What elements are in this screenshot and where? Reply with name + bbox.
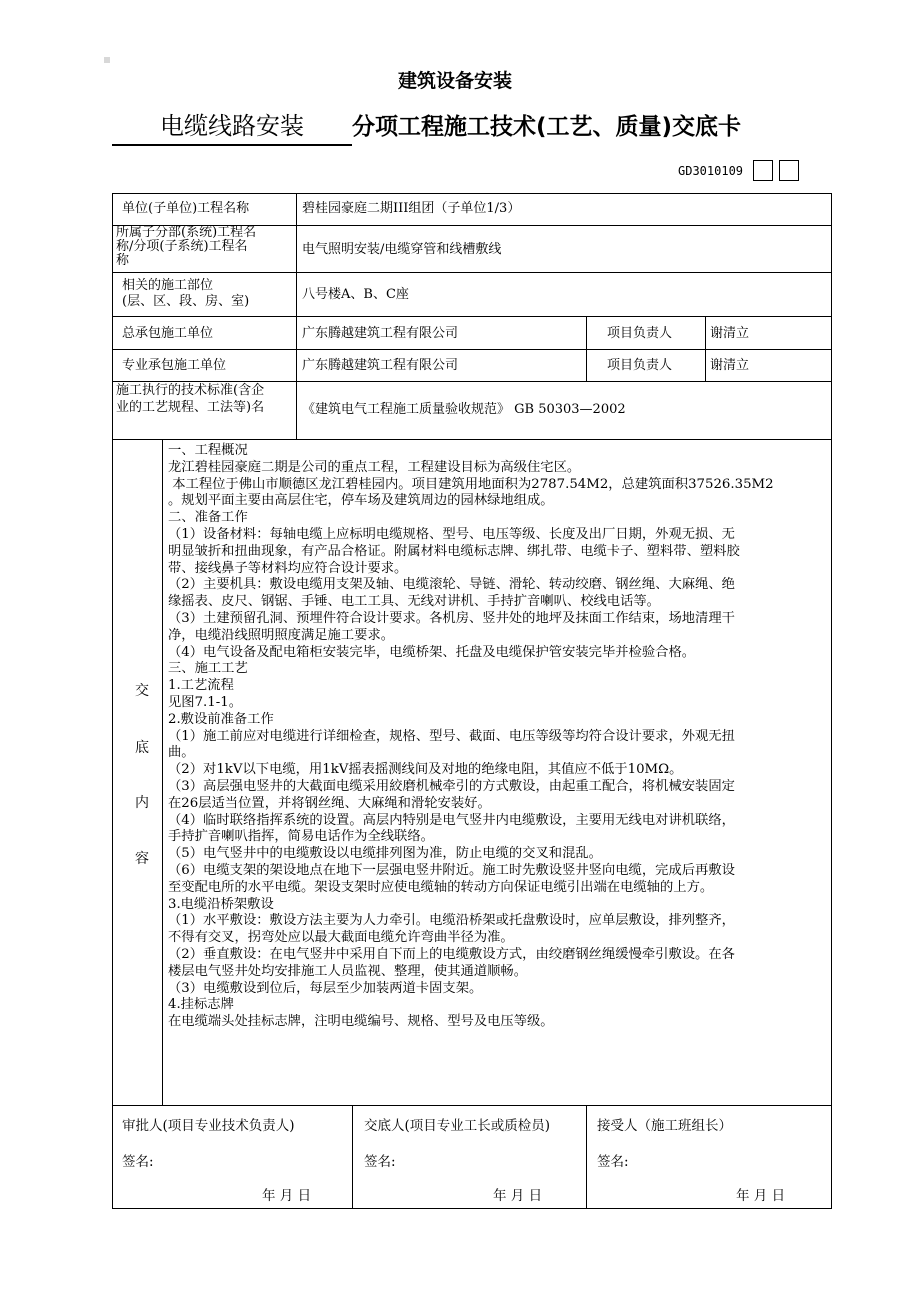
discloser-date: 年 月 日 — [493, 1188, 543, 1204]
form-title-line — [112, 106, 741, 142]
manager-value-1: 谢清立 — [710, 326, 750, 341]
disclosure-line: 。规划平面主要由高层住宅，停车场及建筑周边的园林绿地组成。 — [168, 493, 554, 509]
receiver-label: 接受人（施工班组长） — [597, 1118, 732, 1134]
disclosure-line: 至变配电所的水平电缆。架设支架时应使电缆轴的转动方向保证电缆引出端在电缆轴的上方。 — [168, 879, 714, 895]
division-label — [116, 226, 296, 271]
disclosure-line: （3）高层强电竖井的大截面电缆采用絞磨机械牵引的方式敷设，由起重工配合，将机械安装固定 — [168, 778, 735, 794]
disclosure-content — [168, 443, 828, 1031]
side-label-char: 交 — [135, 683, 149, 699]
form-code: GD3010109 — [678, 164, 744, 178]
disclosure-line: （5）电气竖井中的电缆敷设以电缆排列图为准，防止电缆的交叉和混乱。 — [168, 846, 602, 862]
disclosure-line: （1）水平敷设：敷设方法主要为人力牵引。电缆沿桥架或托盘敷设时，应单层敷设，排列整齐， — [168, 913, 735, 929]
disclosure-line: 本工程位于佛山市顺德区龙江碧桂园内。项目建筑用地面积为2787.54M2，总建筑面积37526.35M2 — [168, 476, 774, 492]
side-label-char: 容 — [135, 851, 149, 867]
specialty-contractor-label: 专业承包施工单位 — [122, 358, 227, 373]
disclosure-line: （2）垂直敷设：在电气竖井中采用自下而上的电缆敷设方式，由绞磨钢丝绳缓慢牵引敷设。在各 — [168, 946, 735, 962]
disclosure-line: （2）主要机具：敷设电缆用支架及轴、电缆滚轮、导链、滑轮、转动绞磨、钢丝绳、大麻绳、绝 — [168, 577, 735, 593]
col-divider — [352, 1105, 353, 1209]
project-name-label: 单位(子单位)工程名称 — [122, 201, 250, 216]
approver-date: 年 月 日 — [262, 1188, 312, 1204]
disclosure-line: 2.敷设前准备工作 — [168, 711, 274, 727]
category-title: 建筑设备安装 — [397, 70, 512, 92]
code-box-1[interactable] — [753, 160, 773, 181]
division-label-line: 所属子分部(系统)工程名 — [116, 226, 257, 240]
row-divider — [112, 272, 832, 273]
disclosure-line: 在电缆端头处挂标志牌，注明电缆编号、规格、型号及电压等级。 — [168, 1014, 554, 1030]
manager-label-1: 项目负责人 — [607, 326, 673, 341]
general-contractor-value: 广东腾越建筑工程有限公司 — [302, 326, 459, 341]
row-divider — [112, 316, 832, 317]
receiver-date: 年 月 日 — [736, 1188, 786, 1204]
disclosure-line: 明显皱折和扭曲现象，有产品合格证。附属材料电缆标志牌、绑扎带、电缆卡子、塑料带、塑料胶 — [168, 543, 740, 559]
disclosure-line: 4.挂标志牌 — [168, 997, 234, 1013]
row-divider — [112, 439, 832, 440]
col-divider — [705, 316, 706, 381]
col-divider — [586, 1105, 587, 1209]
side-label-char: 内 — [135, 795, 149, 811]
general-contractor-label: 总承包施工单位 — [122, 326, 214, 341]
disclosure-line: 曲。 — [168, 745, 195, 761]
standard-value: 《建筑电气工程施工质量验收规范》 GB 50303—2002 — [302, 402, 626, 417]
division-value: 电气照明安装/电缆穿管和线槽敷线 — [302, 242, 502, 257]
disclosure-line: 三、施工工艺 — [168, 661, 248, 677]
disclosure-line: 净，电缆沿线照明照度满足施工要求。 — [168, 627, 395, 643]
col-divider — [296, 193, 297, 439]
disclosure-line: （3）电缆敷设到位后，每层至少加装两道卡固支架。 — [168, 980, 483, 996]
location-label-line: (层、区、段、房、室) — [122, 294, 250, 309]
standard-label-line: 业的工艺规程、工法等)名 — [116, 400, 265, 415]
side-label-char: 底 — [135, 740, 149, 756]
disclosure-line: （6）电缆支架的架设地点在地下一层强电竖井附近。施工时先敷设竖井竖向电缆，完成后再敷设 — [168, 862, 735, 878]
col-divider — [162, 439, 163, 1105]
location-value: 八号楼A、B、C座 — [302, 287, 409, 302]
disclosure-line: 手持扩音喇叭指挥，简易电话作为全线联络。 — [168, 829, 434, 845]
row-divider — [112, 349, 832, 350]
disclosure-line: 楼层电气竖井处均安排施工人员监视、整理，使其通道顺畅。 — [168, 963, 528, 979]
disclosure-line: 1.工艺流程 — [168, 678, 234, 694]
col-divider — [586, 316, 587, 381]
disclosure-line: （4）临时联络指挥系统的设置。高层内特别是电气竖井内电缆敷设，主要用无线电对讲机联络， — [168, 812, 735, 828]
manager-label-2: 项目负责人 — [607, 358, 673, 373]
disclosure-line: 龙江碧桂园豪庭二期是公司的重点工程，工程建设目标为高级住宅区。 — [168, 459, 581, 475]
standard-label-line: 施工执行的技术标准(含企 — [116, 383, 265, 398]
location-label-line: 相关的施工部位 — [122, 278, 214, 293]
disclosure-line: （1）设备材料：每轴电缆上应标明电缆规格、型号、电压等级、长度及出厂日期，外观无损、无 — [168, 526, 735, 542]
disclosure-line: （1）施工前应对电缆进行详细检查，规格、型号、截面、电压等级等均符合设计要求，外观无扭 — [168, 728, 735, 744]
division-label-line: 称 — [116, 253, 130, 268]
page-corner-mark — [104, 57, 110, 63]
row-divider — [112, 1105, 832, 1106]
disclosure-line: （2）对1kV以下电缆，用1kV摇表摇测线间及对地的绝缘电阻，其值应不低于10MΩ。 — [168, 762, 683, 778]
disclosure-line: （4）电气设备及配电箱柜安装完毕，电缆桥架、托盘及电缆保护管安装完毕并检验合格。 — [168, 644, 696, 660]
disclosure-line: 见图7.1-1。 — [168, 694, 242, 710]
approver-sign-label: 签名: — [122, 1154, 154, 1170]
discloser-label: 交底人(项目专业工长或质检员) — [364, 1118, 551, 1134]
form-title: 分项工程施工技术(工艺、质量)交底卡 — [352, 114, 742, 140]
disclosure-line: 不得有交叉，拐弯处应以最大截面电缆允许弯曲半径为准。 — [168, 930, 514, 946]
disclosure-line: 缘摇表、皮尺、钢锯、手锤、电工工具、无线对讲机、手持扩音喇叭、校线电话等。 — [168, 594, 660, 610]
receiver-sign-label: 签名: — [597, 1154, 629, 1170]
disclosure-line: 3.电缆沿桥架敷设 — [168, 896, 274, 912]
approver-label: 审批人(项目专业技术负责人) — [122, 1118, 295, 1134]
disclosure-line: 带、接线鼻子等材料均应符合设计要求。 — [168, 560, 408, 576]
subitem-name: 电缆线路安装 — [112, 106, 352, 146]
disclosure-line: 二、准备工作 — [168, 510, 248, 526]
disclosure-line: 一、工程概况 — [168, 443, 248, 458]
specialty-contractor-value: 广东腾越建筑工程有限公司 — [302, 358, 459, 373]
disclosure-line: 在26层适当位置，并将钢丝绳、大麻绳和滑轮安装好。 — [168, 795, 491, 811]
project-name-value: 碧桂园豪庭二期III组团（子单位1/3） — [302, 201, 521, 216]
standard-label — [116, 382, 296, 438]
code-box-2[interactable] — [779, 160, 799, 181]
discloser-sign-label: 签名: — [364, 1154, 396, 1170]
location-label — [122, 278, 249, 310]
division-label-line: 称/分项(子系统)工程名 — [116, 239, 248, 254]
disclosure-line: （3）土建预留孔洞、预埋件符合设计要求。各机房、竖井处的地坪及抹面工作结束，场地清理干 — [168, 610, 735, 626]
manager-value-2: 谢清立 — [710, 358, 750, 373]
